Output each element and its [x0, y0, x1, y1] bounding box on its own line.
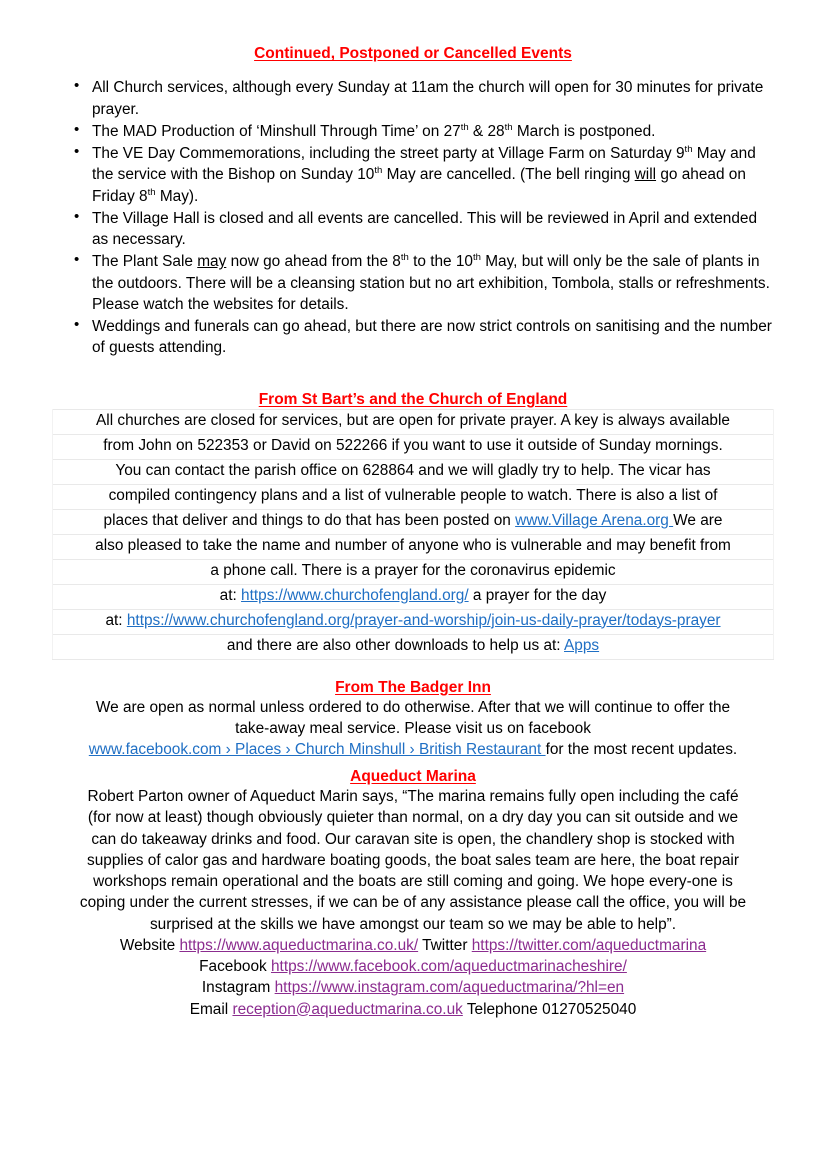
text-run: Weddings and funerals can go ahead, but there are now strict controls on sanitising and the number of guests attending. [92, 318, 772, 357]
church-line [52, 434, 774, 459]
table-gridline [52, 634, 774, 635]
table-gridline [52, 534, 774, 535]
text-run: and there are also other downloads to help us at: [226, 636, 565, 654]
badger-heading-text: From The Badger Inn [335, 678, 491, 696]
marina-line [52, 956, 774, 977]
badger-paragraph-block [52, 697, 774, 761]
text-run: May are cancelled. (The bell ringing [382, 166, 635, 184]
hyperlink[interactable]: https://www.aqueductmarina.co.uk/ [179, 936, 419, 954]
text-run: Robert Parton owner of Aqueduct Marin says, “The marina remains fully open including the café [87, 788, 739, 806]
superscript-ordinal: th [147, 186, 156, 198]
hyperlink[interactable]: https://twitter.com/aqueductmarina [471, 936, 707, 954]
hyperlink[interactable]: www.Village Arena.org [515, 511, 674, 529]
hyperlink[interactable]: Apps [564, 636, 600, 654]
text-run: March is postponed. [512, 122, 656, 140]
events-bullet-list [52, 77, 774, 358]
bullet-item-village-hall [52, 208, 774, 251]
table-gridline [52, 559, 774, 560]
text-run: May). [155, 187, 199, 205]
text-run: The MAD Production of ‘Minshull Through Time’ on 27 [92, 122, 461, 140]
text-run: can do takeaway drinks and food. Our caravan site is open, the chandlery shop is stocked with [91, 830, 735, 848]
text-run: places that deliver and things to do that has been posted on [103, 511, 516, 529]
text-run: We are [673, 511, 723, 529]
superscript-ordinal: th [460, 121, 469, 133]
text-run: also pleased to take the name and number of anyone who is vulnerable and may benefit from [95, 536, 731, 554]
text-run: (for now at least) though obviously quieter than normal, on a dry day you can sit outside and we [87, 809, 739, 827]
text-run: take-away meal service. Please visit us on facebook [235, 720, 591, 738]
text-run: for the most recent updates. [545, 741, 738, 759]
table-gridline [52, 659, 774, 660]
text-run: supplies of calor gas and hardware boating goods, the boat sales team are here, the boat repair [87, 851, 739, 869]
text-run: now go ahead from the 8 [226, 253, 401, 271]
church-line [52, 559, 774, 584]
spacer-after-church [52, 659, 774, 678]
text-run: Facebook [199, 958, 271, 976]
marina-line [52, 807, 774, 828]
church-line [52, 484, 774, 509]
text-run: Twitter [418, 936, 472, 954]
superscript-ordinal: th [684, 144, 693, 155]
table-gridline [52, 509, 774, 510]
bullet-item-ve-day [52, 143, 774, 207]
text-run: to the 10 [408, 253, 473, 271]
superscript-ordinal: th [504, 121, 513, 133]
bullet-item-weddings-funerals [52, 316, 774, 359]
hyperlink[interactable]: https://www.churchofengland.org/ [241, 586, 469, 604]
text-run: surprised at the skills we have amongst our team so we may be able to help”. [149, 915, 677, 933]
table-gridline [52, 484, 774, 485]
text-run: at: [105, 611, 127, 629]
table-grid-edge-left [52, 409, 53, 659]
church-heading-text: From St Bart’s and the Church of England [258, 390, 568, 408]
marina-line [52, 786, 774, 807]
text-run: Instagram [201, 979, 275, 997]
text-run: You can contact the parish office on 628864 and we will gladly try to help. The vicar has [115, 461, 711, 479]
church-line [52, 534, 774, 559]
marina-heading-text: Aqueduct Marina [350, 767, 476, 785]
marina-line [52, 850, 774, 871]
church-line [52, 459, 774, 484]
spacer-after-events [52, 360, 774, 390]
badger-line [52, 718, 774, 739]
text-run: from John on 522353 or David on 522266 if you want to use it outside of Sunday mornings. [103, 436, 723, 454]
events-heading-text: Continued, Postponed or Cancelled Events [254, 45, 572, 62]
hyperlink[interactable]: https://www.churchofengland.org/prayer-and-worship/join-us-daily-prayer/todays-prayer [126, 611, 721, 629]
text-run: May and the service with the Bishop on Sunday 10 [92, 145, 756, 184]
text-run: a prayer for the day [468, 586, 607, 604]
emphasis-underline: may [197, 253, 227, 271]
badger-heading [52, 678, 774, 697]
table-gridline [52, 459, 774, 460]
table-gridline [52, 584, 774, 585]
marina-heading [52, 767, 774, 786]
superscript-ordinal: th [374, 165, 383, 177]
text-run: & 28 [468, 122, 505, 140]
events-heading [52, 44, 774, 63]
text-run: workshops remain operational and the boats are still coming and going. We hope every-one is [93, 873, 733, 891]
church-line [52, 609, 774, 634]
bullet-item-plant-sale [52, 251, 774, 315]
emphasis-underline: will [634, 166, 657, 184]
church-paragraph-block [52, 409, 774, 659]
marina-paragraph-block [52, 786, 774, 1020]
badger-line [52, 697, 774, 718]
text-run: All churches are closed for services, but are open for private prayer. A key is always available [96, 412, 730, 429]
hyperlink[interactable]: https://www.facebook.com/aqueductmarinacheshire/ [270, 958, 627, 976]
superscript-ordinal: th [400, 252, 409, 264]
church-line [52, 634, 774, 659]
table-gridline [52, 609, 774, 610]
text-run: We are open as normal unless ordered to do otherwise. After that we will continue to offer the [95, 698, 731, 716]
table-grid-edge-right [773, 409, 774, 659]
hyperlink[interactable]: www.facebook.com › Places › Church Minshull › British Restaurant [88, 741, 546, 759]
table-gridline [52, 434, 774, 435]
text-run: go ahead on Friday 8 [92, 166, 746, 205]
text-run: The VE Day Commemorations, including the street party at Village Farm on Saturday 9 [92, 145, 685, 163]
text-run: Website [119, 936, 180, 954]
marina-line [52, 829, 774, 850]
bullet-item-church-services [52, 77, 774, 120]
text-run: coping under the current stresses, if we can be of any assistance please call the office, you will be [79, 894, 747, 912]
text-run: Email [189, 1000, 233, 1018]
marina-line [52, 999, 774, 1020]
superscript-ordinal: th [473, 252, 481, 264]
table-gridline [52, 409, 774, 410]
church-line [52, 409, 774, 434]
text-run: All Church services, although every Sunday at 11am the church will open for 30 minutes for private prayer. [92, 79, 764, 118]
marina-line [52, 977, 774, 998]
church-heading [52, 390, 774, 409]
badger-line [52, 739, 774, 760]
marina-line [52, 871, 774, 892]
text-run: at: [219, 586, 242, 604]
marina-line [52, 935, 774, 956]
bullet-item-mad-production [52, 121, 774, 142]
church-line [52, 509, 774, 534]
text-run: May, but will only be the sale of plants in the outdoors. There will be a cleansing station but no art exhibition, Tombola, stalls or refreshments. Please watch the websites for details. [92, 253, 770, 313]
hyperlink[interactable]: reception@aqueductmarina.co.uk [232, 1000, 463, 1018]
marina-line [52, 892, 774, 913]
marina-line [52, 914, 774, 935]
text-run: compiled contingency plans and a list of vulnerable people to watch. There is also a list of [108, 486, 718, 504]
text-run: The Plant Sale [92, 253, 198, 271]
church-line [52, 584, 774, 609]
hyperlink[interactable]: https://www.instagram.com/aqueductmarina/?hl=en [274, 979, 625, 997]
text-run: The Village Hall is closed and all events are cancelled. This will be reviewed in April and extended as necessary. [92, 209, 758, 249]
text-run: a phone call. There is a prayer for the coronavirus epidemic [210, 561, 616, 579]
text-run: Telephone 01270525040 [462, 1000, 637, 1018]
